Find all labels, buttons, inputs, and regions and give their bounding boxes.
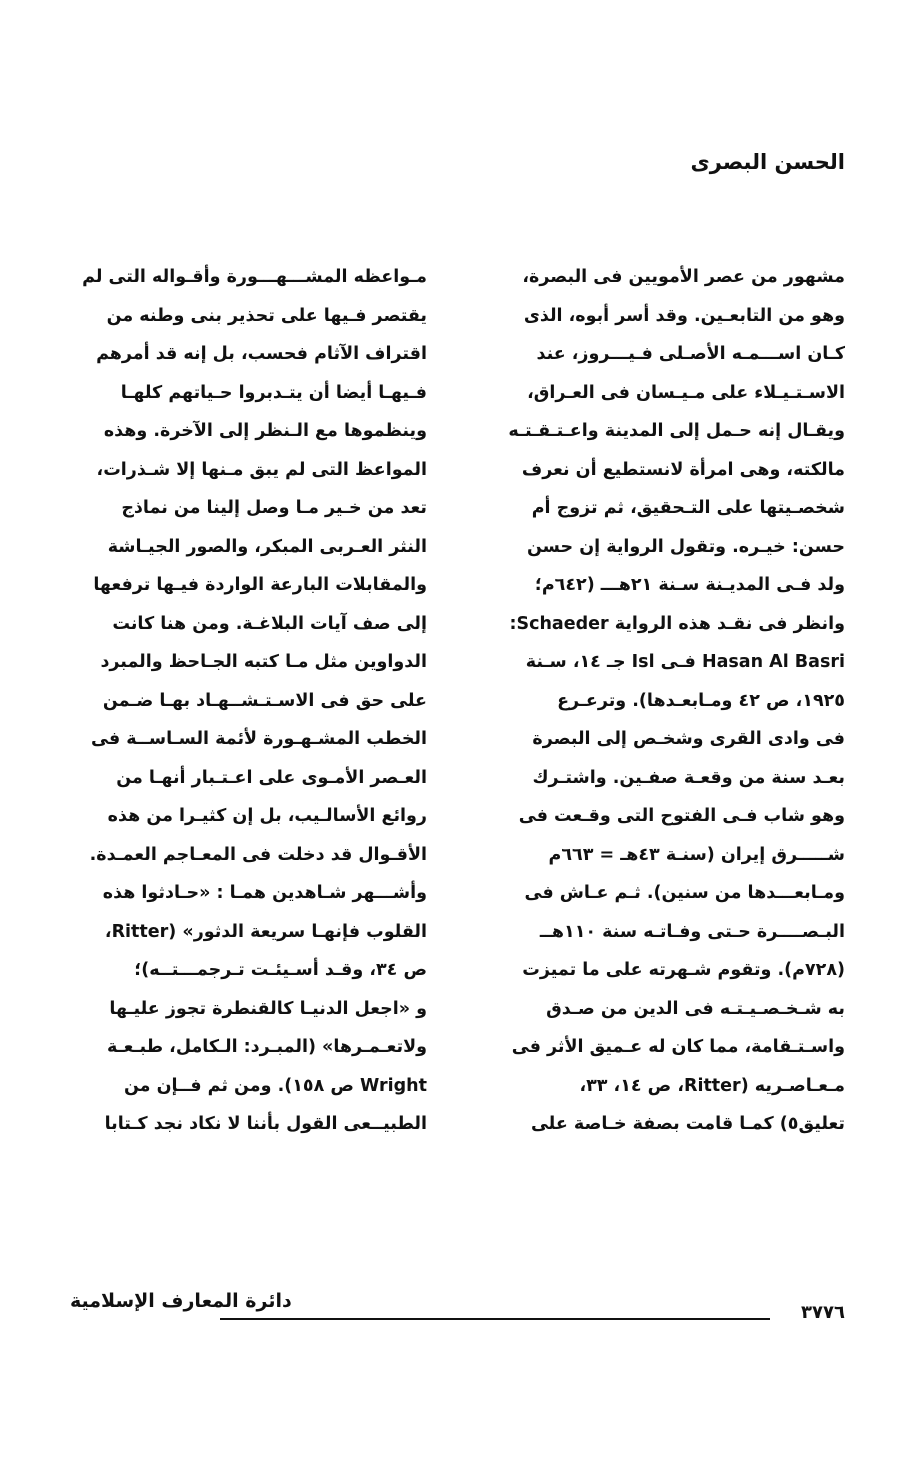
text-line: شخصـيتها على التـحقيق، ثم تزوج أم: [531, 498, 845, 518]
column-right: [475, 258, 845, 1258]
text-line: ولاتعـمـرها» (المبـرد: الـكامل، طبـعـة: [107, 1037, 427, 1057]
text-line: Wright ص ١٥٨). ومن ثم فــإن من: [123, 1075, 427, 1096]
text-line: القلوب فإنهـا سريعة الدثور» (Ritter،: [104, 921, 427, 942]
column-left: [57, 258, 427, 1258]
text-line: كـان اســـمـه الأصـلى فـيـــروز، عند: [536, 344, 845, 364]
text-line: واسـتـقامة، مما كان له عـميق الأثر فى: [511, 1037, 845, 1057]
text-line: حسن: خيـره. وتقول الرواية إن حسن: [526, 536, 845, 557]
text-line: ويقـال إنه حـمل إلى المدينة واعـتـقـتـه: [508, 421, 845, 441]
text-line: والمقابلات البارعة الواردة فيـها ترفعها: [93, 575, 427, 595]
text-line: به شـخـصـيـتـه فى الدين من صـدق: [546, 998, 845, 1019]
text-line: ومـابعـــدها من سنين). ثـم عـاش فى: [524, 883, 845, 903]
text-line: الدواوين مثل مـا كتبه الجـاحظ والمبرد: [100, 652, 427, 672]
text-line: ١٩٢٥، ص ٤٢ ومـابعـدها). وترعـرع: [557, 690, 845, 711]
text-line: على حق فى الاسـتـشــهـاد بهـا ضـمن: [102, 690, 427, 711]
text-line: وأشـــهر شـاهدين همـا : «حـادثوا هذه: [102, 883, 427, 903]
text-line: وانظر فى نقـد هذه الرواية Schaeder:: [509, 613, 845, 634]
page-number: ٣٧٧٦: [801, 1302, 845, 1323]
text-line: Hasan Al Basri فـى Isl جـ ١٤، سـنة: [525, 652, 845, 672]
text-line: مـواعظه المشـــهـــورة وأقـواله التى لم: [82, 267, 427, 287]
text-line: مـعـاصـريه (Ritter، ص ١٤، ٣٣،: [579, 1075, 845, 1096]
text-line: ولد فـى المديـنة سـنة ٢١هـــ (٦٤٢م؛: [534, 575, 845, 595]
text-line: النثر العـربى المبكر، والصور الجيـاشة: [107, 536, 427, 557]
text-line: إلى صف آيات البلاغـة. ومن هنا كانت: [112, 613, 427, 634]
page-header-title: الحسن البصرى: [690, 150, 845, 174]
encyclopedia-title: دائرة المعارف الإسلامية: [70, 1290, 292, 1312]
text-line: البـصــــرة حـتى وفـاتـه سنة ١١٠هــ: [539, 921, 845, 942]
text-line: يقتصر فـيها على تحذير بنى وطنه من: [106, 305, 427, 326]
page-footer: [70, 1290, 845, 1330]
text-line: المواعظ التى لم يبق مـنها إلا شـذرات،: [96, 459, 427, 480]
text-line: مشهور من عصر الأمويين فى البصرة،: [522, 267, 845, 287]
footer-divider: [220, 1318, 770, 1320]
text-line: روائع الأسالـيب، بل إن كثيـرا من هذه: [107, 806, 427, 826]
text-line: مالكته، وهى امرأة لانستطيع أن نعرف: [521, 459, 845, 480]
text-line: الطبيــعى القول بأننا لا نكاد نجد كـتابا: [104, 1114, 427, 1134]
text-line: تعد من خـير مـا وصل إلينا من نماذج: [121, 498, 427, 518]
text-line: الخطب المشـهـورة لأئمة السـاســة فى: [91, 729, 427, 749]
text-line: (٧٢٨م). وتقوم شـهرته على ما تميزت: [522, 960, 845, 980]
text-line: فى وادى القرى وشخـص إلى البصرة: [532, 729, 845, 749]
text-line: الاسـتـيـلاء على مـيـسان فى العـراق،: [527, 382, 845, 403]
text-line: و «اجعل الدنيـا كالقنطرة تجوز عليـها: [109, 998, 427, 1019]
text-line: تعليق٥) كمـا قامت بصفة خـاصة على: [530, 1114, 845, 1134]
text-line: اقتراف الآثام فحسب، بل إنه قد أمرهم: [96, 344, 427, 364]
text-line: ص ٣٤، وقـد أسـيئـت تـرجمـــتــه)؛: [134, 960, 427, 980]
text-line: شـــــرق إيران (سنـة ٤٣هـ = ٦٦٣م: [548, 844, 845, 865]
text-line: العـصر الأمـوى على اعـتـبار أنهـا من: [116, 767, 427, 788]
text-line: وهو من التابعـين. وقد أسر أبوه، الذى: [523, 305, 845, 326]
text-line: وهو شاب فـى الفتوح التى وقـعت فى: [518, 806, 845, 826]
text-line: فـيهـا أيضا أن يتـدبروا حـياتهم كلهـا: [120, 382, 427, 403]
text-line: الأقـوال قد دخلت فى المعـاجم العمـدة.: [89, 844, 427, 865]
text-line: بعـد سنة من وقعـة صفـين. واشتـرك: [532, 767, 845, 788]
text-line: وينظموها مع الـنظر إلى الآخرة. وهذه: [103, 421, 427, 441]
